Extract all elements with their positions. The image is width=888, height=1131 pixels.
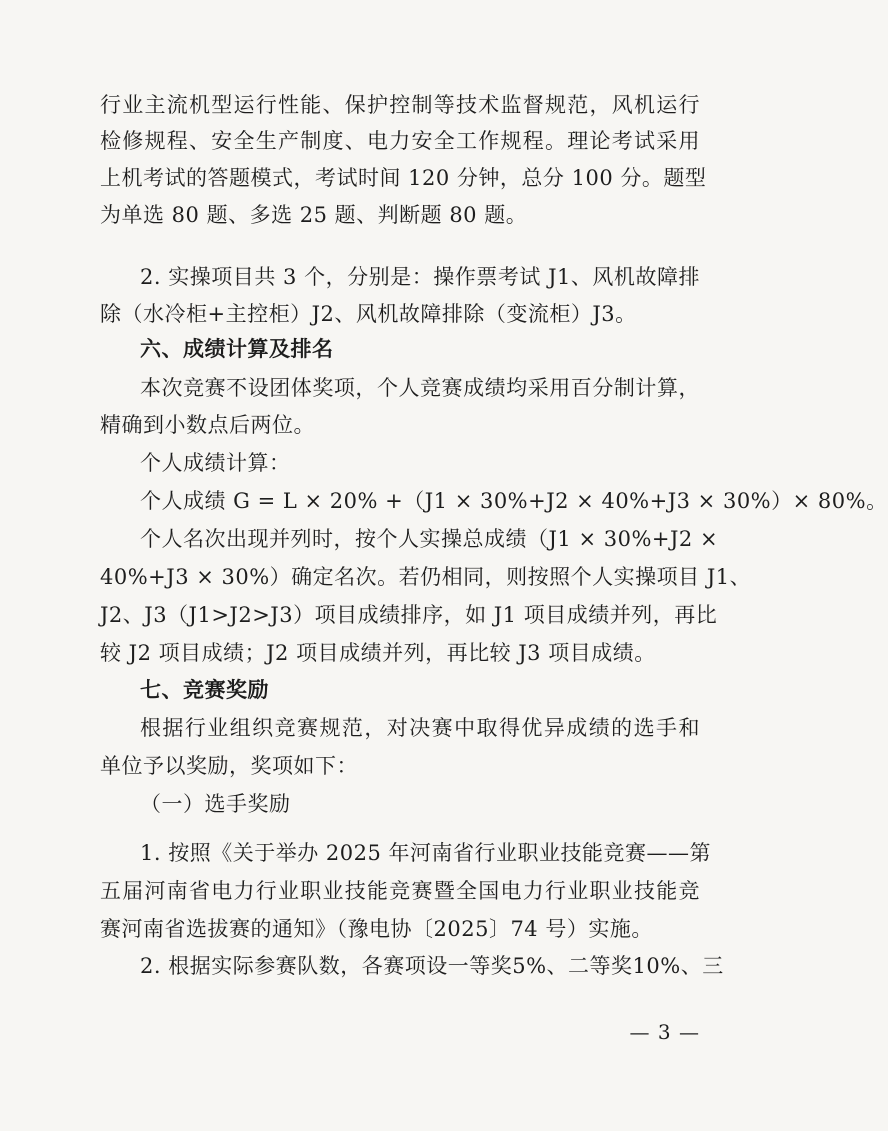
body-line: 单位予以奖励，奖项如下： xyxy=(100,754,358,778)
body-line: 2. 实操项目共 3 个，分别是：操作票考试 J1、风机故障排 xyxy=(140,265,700,289)
body-line: 40%+J3 × 30%）确定名次。若仍相同，则按照个人实操项目 J1、 xyxy=(100,565,752,589)
body-line: 根据行业组织竞赛规范，对决赛中取得优异成绩的选手和 xyxy=(140,716,700,740)
subsection-heading: （一）选手奖励 xyxy=(140,792,291,816)
body-line: 为单选 80 题、多选 25 题、判断题 80 题。 xyxy=(100,203,528,227)
body-line: 个人名次出现并列时，按个人实操总成绩（J1 × 30%+J2 × xyxy=(140,527,719,551)
page-number: — 3 — xyxy=(629,1020,700,1044)
body-line: J2、J3（J1>J2>J3）项目成绩排序，如 J1 项目成绩并列，再比 xyxy=(100,603,718,627)
body-line: 2. 根据实际参赛队数，各赛项设一等奖5%、二等奖10%、三 xyxy=(140,954,724,978)
body-line: 赛河南省选拔赛的通知》（豫电协〔2025〕74 号）实施。 xyxy=(100,917,653,941)
body-line: 1. 按照《关于举办 2025 年河南省行业职业技能竞赛——第 xyxy=(140,841,712,865)
body-line: 较 J2 项目成绩；J2 项目成绩并列，再比较 J3 项目成绩。 xyxy=(100,641,656,665)
body-line: 本次竞赛不设团体奖项，个人竞赛成绩均采用百分制计算， xyxy=(140,376,700,400)
body-line: 上机考试的答题模式，考试时间 120 分钟，总分 100 分。题型 xyxy=(100,166,707,190)
formula-line: 个人成绩 G = L × 20% +（J1 × 30%+J2 × 40%+J3 × 30%）× 80%。 xyxy=(140,489,888,513)
body-line: 行业主流机型运行性能、保护控制等技术监督规范，风机运行 xyxy=(100,93,700,117)
section-heading: 六、成绩计算及排名 xyxy=(140,337,334,361)
body-line: 检修规程、安全生产制度、电力安全工作规程。理论考试采用 xyxy=(100,129,700,153)
body-line: 除（水冷柜+主控柜）J2、风机故障排除（变流柜）J3。 xyxy=(100,302,637,326)
body-line: 个人成绩计算： xyxy=(140,451,291,475)
body-line: 精确到小数点后两位。 xyxy=(100,413,315,437)
body-line: 五届河南省电力行业职业技能竞赛暨全国电力行业职业技能竞 xyxy=(100,879,700,903)
section-heading: 七、竞赛奖励 xyxy=(140,678,269,702)
